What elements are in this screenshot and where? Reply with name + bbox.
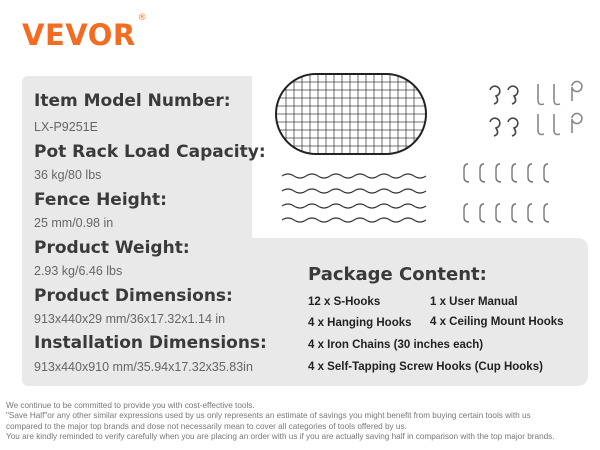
spec-title-fence: Fence Height:: [34, 190, 167, 210]
registered-mark: ®: [137, 13, 148, 24]
spec-title-model: Item Model Number:: [34, 91, 231, 111]
package-item-hanging-hooks: 4 x Hanging Hooks: [308, 317, 412, 329]
disclaimer: [6, 401, 596, 443]
spec-value-load: 36 kg/80 lbs: [34, 168, 102, 182]
disclaimer-line: "Save Half"or any other similar expressions used by us only represents an estimate of savings you might benefit from buying certain tools with us: [6, 411, 531, 421]
package-item-ceiling-hooks: 4 x Ceiling Mount Hooks: [430, 316, 564, 328]
package-title: Package Content:: [308, 264, 487, 285]
package-item-user-manual: 1 x User Manual: [430, 296, 518, 308]
package-item-iron-chains: 4 x Iron Chains (30 inches each): [308, 339, 484, 351]
iron-chains-image: [282, 174, 426, 222]
spec-title-installation-dimensions: Installation Dimensions:: [34, 333, 267, 353]
spec-value-weight: 2.93 kg/6.46 lbs: [34, 264, 123, 278]
disclaimer-line: You are kindly reminded to verify carefully when you are placing an order with us if you are actually saving half in comparison with the top major brands.: [6, 432, 555, 442]
spec-title-load: Pot Rack Load Capacity:: [34, 142, 266, 162]
spec-value-installation-dimensions: 913x440x910 mm/35.94x17.32x35.83in: [34, 360, 253, 374]
ceiling-hooks-image: [538, 82, 582, 135]
spec-value-product-dimensions: 913x440x29 mm/36x17.32x1.14 in: [34, 312, 226, 326]
package-item-cup-hooks: 4 x Self-Tapping Screw Hooks (Cup Hooks): [308, 361, 543, 373]
product-illustration: [262, 66, 592, 236]
disclaimer-line: We continue to be committed to provide you with cost-effective tools.: [6, 401, 255, 410]
spec-value-fence: 25 mm/0.98 in: [34, 216, 114, 230]
spec-title-product-dimensions: Product Dimensions:: [34, 286, 233, 306]
brand-name: VEVOR: [22, 18, 136, 52]
package-item-s-hooks: 12 x S-Hooks: [308, 296, 381, 308]
disclaimer-line: compared to the major top brands and dose not necessarily mean to cover all categories of tools offered by us.: [6, 421, 407, 431]
spec-title-weight: Product Weight:: [34, 238, 190, 258]
brand-logo: [22, 13, 148, 52]
s-hooks-image: [464, 164, 549, 222]
pot-rack-grid-image: [262, 66, 442, 166]
spec-value-model: LX-P9251E: [34, 120, 98, 134]
hanging-hooks-image: [490, 86, 518, 136]
